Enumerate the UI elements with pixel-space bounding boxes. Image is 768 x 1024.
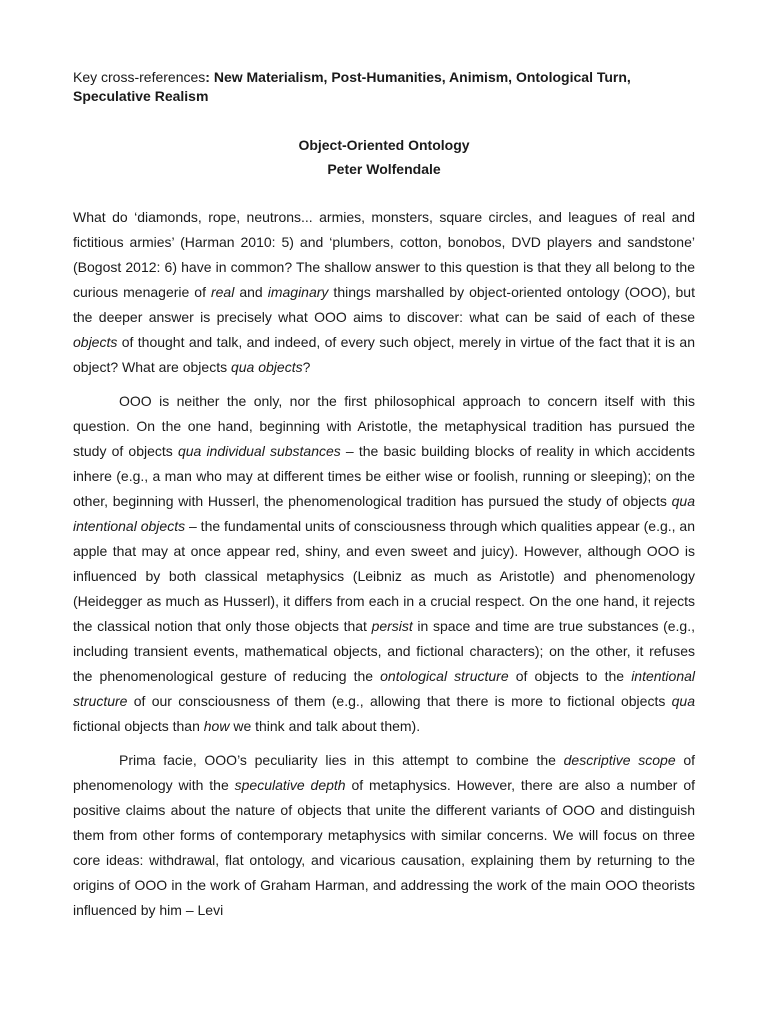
text-segment: What do ‘diamonds, rope, neutrons... armies, monsters, square circles, and leagues of real and fictitious armies’ (Harman 2010: 5) and ‘plumbers, cotton, bonobos, DVD players and sandstone’ (Bogost 2012: 6) have in common? The shallow answer to this question is that they all belong to the curious menagerie of <box>73 209 695 300</box>
italic-text-segment: how <box>203 718 230 734</box>
italic-text-segment: qua objects <box>230 359 303 375</box>
cross-references <box>73 68 695 106</box>
italic-text-segment: descriptive scope <box>563 752 676 768</box>
article-title: Object-Oriented Ontology <box>298 137 470 153</box>
paragraph-2 <box>73 389 695 739</box>
paragraph-1 <box>73 205 695 380</box>
italic-text-segment: real <box>210 284 235 300</box>
italic-text-segment: qua individual substances <box>177 443 341 459</box>
cross-references-colon: : <box>205 69 214 85</box>
text-segment: Prima facie, OOO’s peculiarity lies in this attempt to combine the <box>119 752 564 768</box>
italic-text-segment: intentional structure <box>73 668 696 709</box>
paragraph-3 <box>73 748 695 923</box>
text-segment: – the basic building blocks of reality in which accidents inhere (e.g., a man who may at different times be either wise or foolish, running or sleeping); on the other, beginning with Husserl, the phenomenological tradition has pursued the study of objects <box>73 443 695 509</box>
article-body <box>73 205 695 932</box>
italic-text-segment: speculative depth <box>234 777 346 793</box>
text-segment: we think and talk about them). <box>229 718 421 734</box>
cross-references-label: Key cross-references <box>73 69 206 85</box>
text-segment: OOO is neither the only, nor the first philosophical approach to concern itself with this question. On the one hand, beginning with Aristotle, the metaphysical tradition has pursued the study of objects <box>73 393 695 459</box>
text-segment: – the fundamental units of consciousness through which qualities appear (e.g., an apple that may at once appear red, shiny, and even sweet and juicy). However, although OOO is influenced by both classical metaphysics (Leibniz as much as Aristotle) and phenomenology (Heidegger as much as Husserl), it differs from each in a crucial respect. On the one hand, it rejects the classical notion that only those objects that <box>73 518 696 634</box>
text-segment: things marshalled by object-oriented ontology (OOO), but the deeper answer is precisely what OOO aims to discover: what can be said of each of these <box>73 284 695 325</box>
text-segment: and <box>234 284 268 300</box>
italic-text-segment: imaginary <box>267 284 329 300</box>
text-segment: ? <box>302 359 311 375</box>
text-segment: of thought and talk, and indeed, of every such object, merely in virtue of the fact that it is an object? What are objects <box>73 334 695 375</box>
text-segment: fictional objects than <box>73 718 204 734</box>
text-segment: of objects to the <box>508 668 632 684</box>
text-segment: in space and time are true substances (e.g., including transient events, mathematical objects, and fictional characters); on the other, it refuses the phenomenological gesture of reducing the <box>73 618 695 684</box>
italic-text-segment: qua intentional objects <box>73 493 695 534</box>
italic-text-segment: objects <box>73 334 118 350</box>
article-author: Peter Wolfendale <box>327 161 441 177</box>
title-block <box>73 133 695 181</box>
text-segment: of our consciousness of them (e.g., allowing that there is more to fictional objects <box>127 693 672 709</box>
text-segment: of metaphysics. However, there are also a number of positive claims about the nature of objects that unite the different variants of OOO and distinguish them from other forms of contemporary metaphysics with similar concerns. We will focus on three core ideas: withdrawal, flat ontology, and vicarious causation, explaining them by returning to the origins of OOO in the work of Graham Harman, and addressing the work of the main OOO theorists influenced by him – Levi <box>73 777 696 918</box>
cross-references-terms: New Materialism, Post-Humanities, Animism, Ontological Turn, Speculative Realism <box>73 69 631 104</box>
text-segment: of phenomenology with the <box>73 752 695 793</box>
italic-text-segment: qua <box>671 693 695 709</box>
italic-text-segment: persist <box>371 618 413 634</box>
italic-text-segment: ontological structure <box>380 668 509 684</box>
